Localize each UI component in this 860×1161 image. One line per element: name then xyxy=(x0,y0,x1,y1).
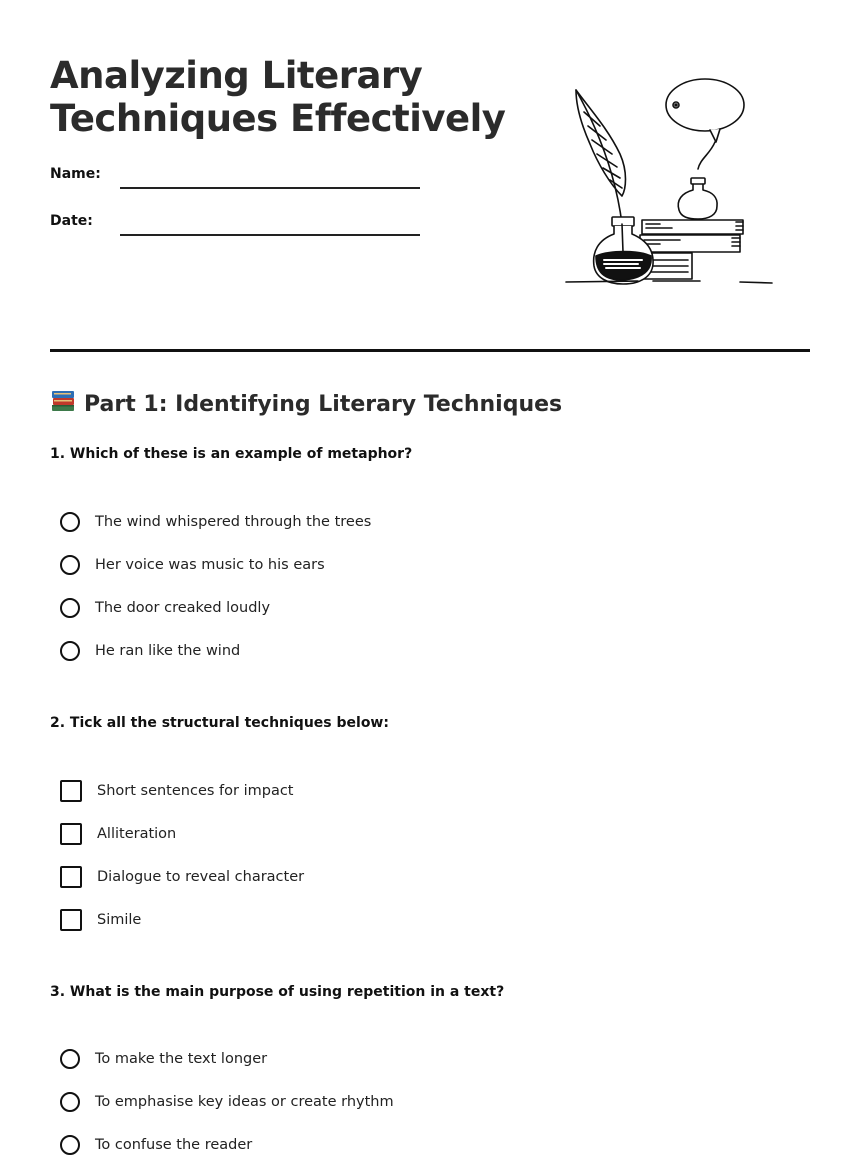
radio-button[interactable] xyxy=(60,641,80,661)
q1-option-3[interactable] xyxy=(60,596,270,620)
date-field[interactable] xyxy=(120,234,420,236)
radio-button[interactable] xyxy=(60,598,80,618)
option-label: He ran like the wind xyxy=(95,643,241,659)
section-title xyxy=(50,388,562,417)
q2-option-2[interactable] xyxy=(60,822,176,846)
option-label: To emphasise key ideas or create rhythm xyxy=(95,1094,394,1110)
question-2: 2. Tick all the structural techniques below: xyxy=(50,715,389,731)
option-label: To make the text longer xyxy=(95,1051,268,1067)
option-label: The wind whispered through the trees xyxy=(95,514,372,530)
section-title-text: Part 1: Identifying Literary Techniques xyxy=(84,392,563,417)
checkbox[interactable] xyxy=(60,866,82,888)
books-emoji-icon xyxy=(50,388,76,414)
page-title: Analyzing Literary Techniques Effectively xyxy=(50,54,506,140)
option-label: Short sentences for impact xyxy=(97,783,294,799)
radio-button[interactable] xyxy=(60,1092,80,1112)
q2-option-1[interactable] xyxy=(60,779,294,803)
option-label: Her voice was music to his ears xyxy=(95,557,325,573)
option-label: To confuse the reader xyxy=(95,1137,253,1153)
question-3: 3. What is the main purpose of using repetition in a text? xyxy=(50,984,505,1000)
name-field[interactable] xyxy=(120,187,420,189)
name-label: Name: xyxy=(50,166,101,182)
q3-option-1[interactable] xyxy=(60,1047,267,1071)
quill-inkwell-books-speech-bubble-icon xyxy=(560,74,780,290)
checkbox[interactable] xyxy=(60,780,82,802)
radio-button[interactable] xyxy=(60,1135,80,1155)
q3-option-3[interactable] xyxy=(60,1133,252,1157)
checkbox[interactable] xyxy=(60,909,82,931)
radio-button[interactable] xyxy=(60,555,80,575)
option-label: Dialogue to reveal character xyxy=(97,869,305,885)
checkbox[interactable] xyxy=(60,823,82,845)
q1-option-2[interactable] xyxy=(60,553,325,577)
radio-button[interactable] xyxy=(60,1049,80,1069)
question-1: 1. Which of these is an example of metaphor? xyxy=(50,446,413,462)
q2-option-3[interactable] xyxy=(60,865,304,889)
option-label: Alliteration xyxy=(97,826,177,842)
option-label: Simile xyxy=(97,912,142,928)
option-label: The door creaked loudly xyxy=(95,600,271,616)
date-label: Date: xyxy=(50,213,93,229)
q3-option-2[interactable] xyxy=(60,1090,394,1114)
q1-option-4[interactable] xyxy=(60,639,240,663)
header-divider xyxy=(50,349,810,352)
q1-option-1[interactable] xyxy=(60,510,371,534)
q2-option-4[interactable] xyxy=(60,908,141,932)
radio-button[interactable] xyxy=(60,512,80,532)
